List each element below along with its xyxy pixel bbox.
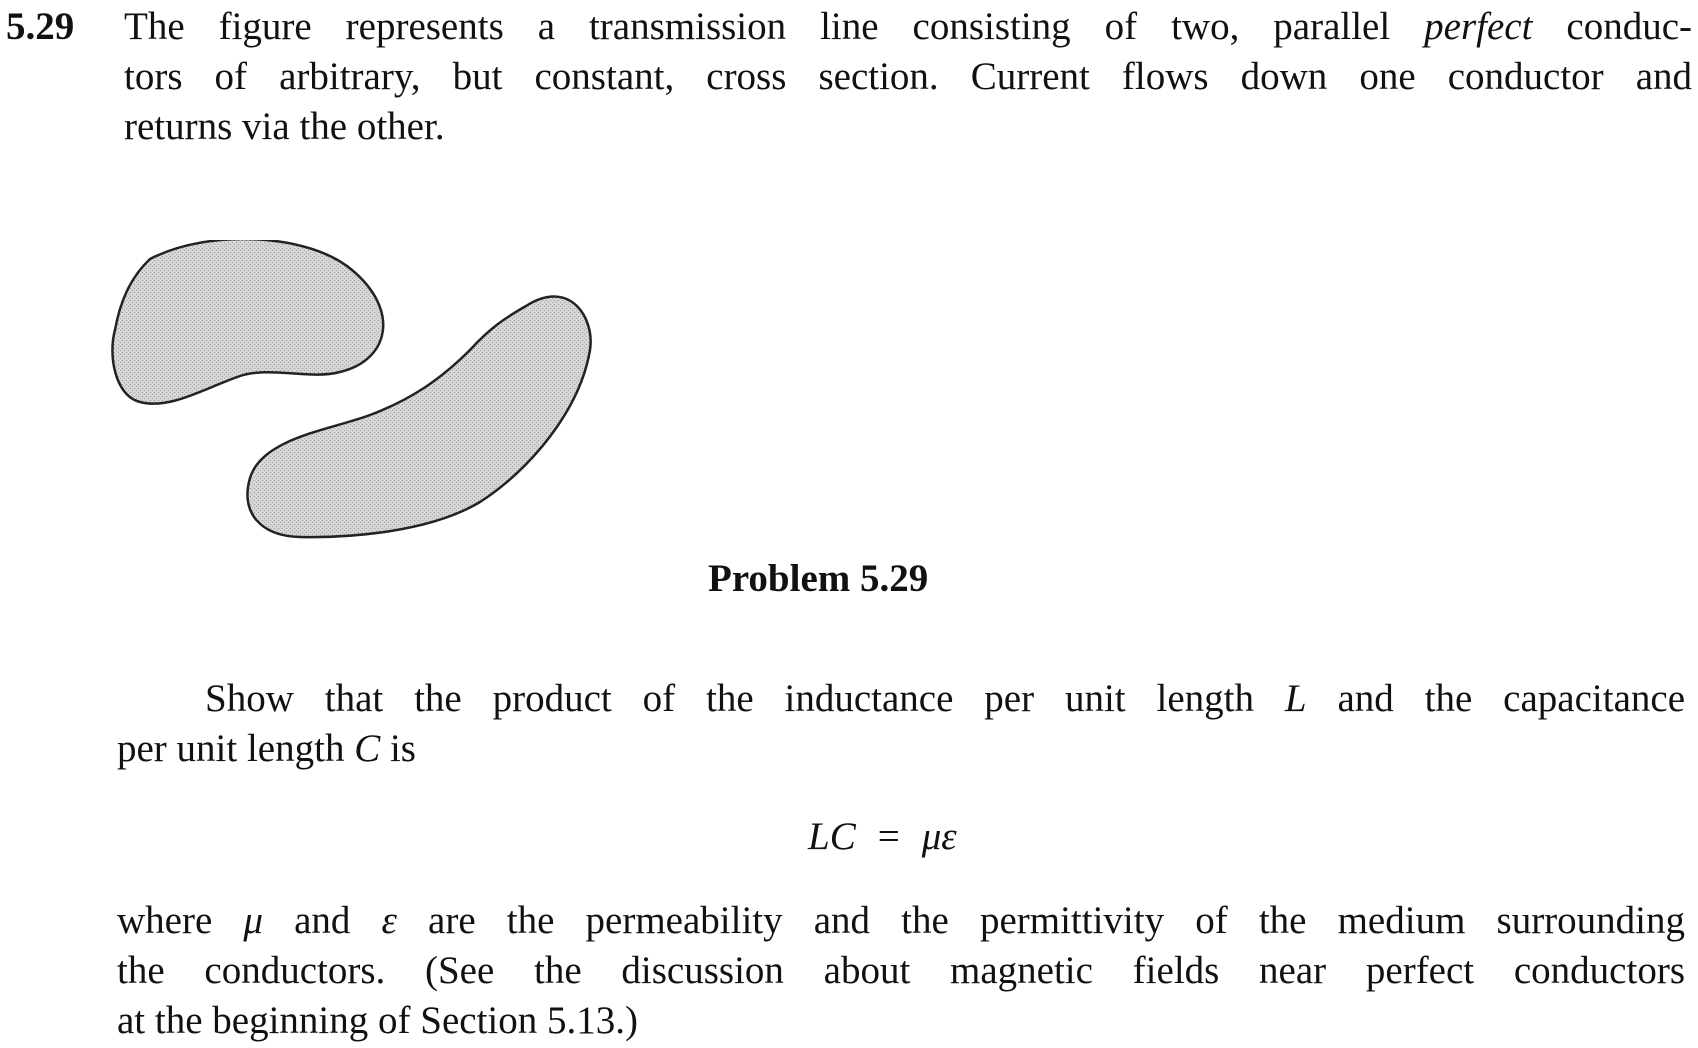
equation-lhs: LC: [808, 815, 856, 858]
problem-number: 5.29: [6, 5, 75, 48]
intro-line-1: The figure represents a transmission line consisting of two, parallel perfect conduc-: [124, 5, 1692, 48]
figure-caption: Problem 5.29: [708, 557, 929, 600]
paragraph-1-line-1: Show that the product of the inductance per unit length L and the capacitance: [205, 677, 1686, 720]
paragraph-1-line-2: per unit length C is: [117, 727, 416, 770]
equation-rhs: με: [921, 815, 957, 858]
intro-line-2: tors of arbitrary, but constant, cross section. Current flows down one conductor and: [124, 55, 1692, 98]
upper-conductor: [112, 240, 383, 404]
paragraph-2-line-1: where μ and ε are the permeability and the permittivity of the medium surrounding: [117, 899, 1686, 942]
intro-line-3: returns via the other.: [124, 105, 445, 148]
problem-intro: [124, 2, 1694, 152]
paragraph-1: [117, 674, 1687, 774]
paragraph-2: [117, 896, 1687, 1046]
conductor-cross-section-figure: [110, 240, 670, 596]
equation-operator: =: [877, 815, 900, 858]
paragraph-2-line-2: the conductors. (See the discussion about magnetic fields near perfect conductors: [117, 949, 1685, 992]
equation: [808, 812, 957, 862]
paragraph-2-line-3: at the beginning of Section 5.13.): [117, 999, 638, 1042]
